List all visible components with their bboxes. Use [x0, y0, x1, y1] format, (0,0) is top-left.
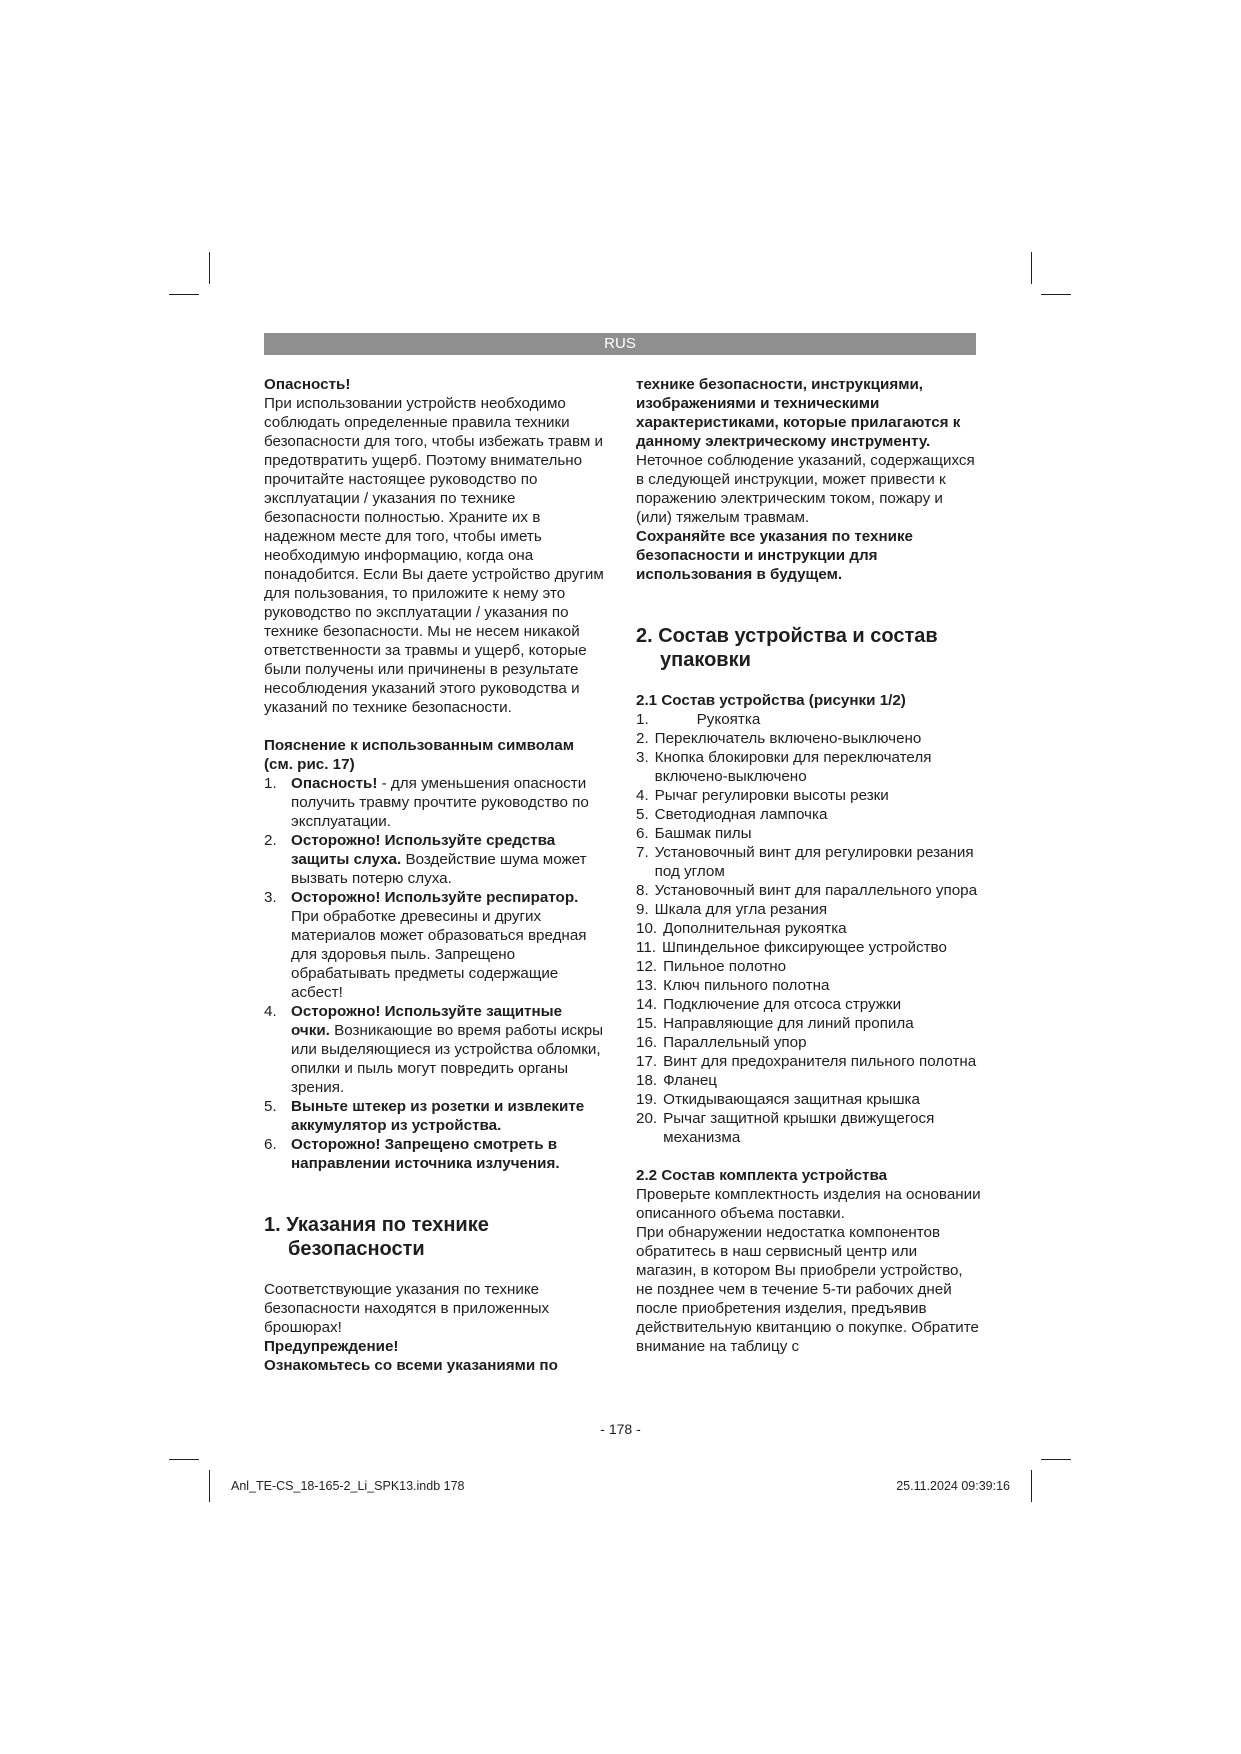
section-1-title: 1. Указания по технике безопасности — [264, 1214, 489, 1260]
part-label: Светодиодная лампочка — [654, 806, 828, 823]
subsection-2-2-title: 2.2 Состав комплекта устройства — [636, 1167, 888, 1184]
symbol-regular-text: Возникающие во время работы искры или выделяющиеся из устройства обломки, опилки и пыль могут повредить органы зрения. — [291, 1022, 604, 1096]
part-label: Фланец — [663, 1072, 718, 1089]
danger-text: При использовании устройств необходимо соблюдать определенные правила техники безопасности для того, чтобы избежать травм и предотвратить ущерб. Поэтому внимательно прочитайте настоящее руководство по эксплуатации / указания по технике безопасности полностью. Храните их в надежном месте для того, чтобы иметь необходимую информацию, когда она понадобится. Если Вы даете устройство другим для пользования, то приложите к нему это руководство по эксплуатации / указания по технике безопасности. Мы не несем никакой ответственности за травмы и ущерб, которые были получены или причинены в результате несоблюдения указаний этого руководства и указаний по технике безопасности. — [264, 395, 604, 716]
part-item — [636, 729, 981, 748]
symbol-item — [264, 1002, 604, 1097]
part-label: Винт для предохранителя пильного полотна — [663, 1053, 977, 1070]
symbol-text — [291, 774, 604, 831]
part-item — [636, 824, 981, 843]
symbol-item — [264, 831, 604, 888]
part-item — [636, 1033, 981, 1052]
symbols-title: Пояснение к использованным символам (см. рис. 17) — [264, 737, 574, 773]
symbol-text — [291, 888, 604, 1002]
subsection-2-2-text-2: При обнаружении недостатка компонентов обратитесь в наш сервисный центр или магазин, в котором Вы приобрели устройство, не позднее чем в течение 5-ти рабочих дней после приобретения изделия, предъявив действительную квитанцию о покупке. Обратите внимание на таблицу с — [636, 1224, 980, 1355]
crop-mark-br-h — [1041, 1459, 1071, 1460]
part-label: Ключ пильного полотна — [663, 977, 830, 994]
symbol-bold-text: Осторожно! Используйте защитные очки. — [291, 1003, 563, 1039]
part-number: 12. — [636, 958, 658, 975]
part-label: Установочный винт для регулировки резания под углом — [654, 844, 974, 880]
part-number: 5. — [636, 806, 649, 823]
symbol-text — [291, 1002, 604, 1097]
part-number: 1. — [636, 711, 649, 728]
crop-mark-tr-h — [1041, 294, 1071, 295]
continued-text: Неточное соблюдение указаний, содержащихся в следующей инструкции, может привести к поражению электрическим током, пожару и (или) тяжелым травмам. — [636, 452, 975, 526]
part-item — [636, 1014, 981, 1033]
part-item — [636, 919, 981, 938]
part-number: 4. — [636, 787, 649, 804]
part-number: 15. — [636, 1015, 658, 1032]
symbols-list — [264, 774, 604, 1173]
danger-title: Опасность! — [264, 376, 351, 393]
crop-mark-tr-v — [1031, 252, 1032, 284]
crop-mark-br-v — [1031, 1470, 1032, 1502]
symbol-bold-text: Осторожно! Используйте респиратор. — [291, 889, 579, 906]
subsection-2-1-title: 2.1 Состав устройства (рисунки 1/2) — [636, 692, 906, 709]
symbol-text — [291, 1135, 604, 1173]
part-number: 20. — [636, 1110, 658, 1127]
part-label: Направляющие для линий пропила — [663, 1015, 914, 1032]
part-number: 11. — [636, 939, 656, 956]
part-item — [636, 1090, 981, 1109]
part-number: 14. — [636, 996, 658, 1013]
part-label: Параллельный упор — [663, 1034, 807, 1051]
symbol-text — [291, 831, 604, 888]
part-item — [636, 805, 981, 824]
part-number: 19. — [636, 1091, 658, 1108]
part-item — [636, 1071, 981, 1090]
part-label: Шпиндельное фиксирующее устройство — [662, 939, 947, 956]
keep-instructions-text: Сохраняйте все указания по технике безопасности и инструкции для использования в будущем. — [636, 528, 914, 583]
part-label: Дополнительная рукоятка — [663, 920, 847, 937]
crop-mark-tl-v — [209, 252, 210, 284]
part-label: Кнопка блокировки для переключателя включено-выключено — [654, 749, 932, 785]
section-1-text: Соответствующие указания по технике безопасности находятся в приложенных брошюрах! — [264, 1281, 550, 1336]
symbol-regular-text: Воздействие шума может вызвать потерю слуха. — [291, 851, 587, 887]
part-label: Рычаг защитной крышки движущегося механизма — [663, 1110, 935, 1146]
part-number: 2. — [636, 730, 649, 747]
part-label: Откидывающаяся защитная крышка — [663, 1091, 920, 1108]
part-label: Установочный винт для параллельного упора — [654, 882, 978, 899]
left-column — [264, 375, 604, 1375]
warning-title: Предупреждение! — [264, 1338, 399, 1355]
part-item — [636, 843, 981, 881]
part-label: Подключение для отсоса стружки — [663, 996, 902, 1013]
part-item — [636, 1109, 981, 1147]
part-label: Рычаг регулировки высоты резки — [654, 787, 889, 804]
part-label: Рукоятка — [696, 711, 761, 728]
part-item — [636, 995, 981, 1014]
part-label: Шкала для угла резания — [654, 901, 828, 918]
symbol-number: 3. — [264, 889, 277, 906]
part-number: 6. — [636, 825, 649, 842]
part-label: Пильное полотно — [663, 958, 787, 975]
footer-file-info: Anl_TE-CS_18-165-2_Li_SPK13.indb 178 — [231, 1479, 465, 1493]
symbol-bold-text: Опасность! — [291, 775, 378, 792]
symbol-number: 5. — [264, 1098, 277, 1115]
part-number: 13. — [636, 977, 658, 994]
part-item — [636, 957, 981, 976]
part-item — [636, 786, 981, 805]
subsection-2-2-text-1: Проверьте комплектность изделия на основании описанного объема поставки. — [636, 1186, 981, 1222]
symbol-text — [291, 1097, 604, 1135]
part-number: 16. — [636, 1034, 658, 1051]
section-2-title: 2. Состав устройства и состав упаковки — [636, 625, 938, 671]
part-number: 18. — [636, 1072, 658, 1089]
continued-bold-text: технике безопасности, инструкциями, изображениями и техническими характеристиками, которые прилагаются к данному электрическому инструменту. — [636, 376, 961, 450]
symbol-number: 6. — [264, 1136, 277, 1153]
part-item — [636, 748, 981, 786]
part-label: Башмак пилы — [654, 825, 752, 842]
part-number: 17. — [636, 1053, 658, 1070]
symbol-bold-text: Осторожно! Запрещено смотреть в направлении источника излучения. — [291, 1136, 560, 1172]
footer-date: 25.11.2024 09:39:16 — [896, 1479, 1010, 1493]
part-item — [636, 1052, 981, 1071]
part-number: 9. — [636, 901, 649, 918]
symbol-bold-text: Выньте штекер из розетки и извлеките аккумулятор из устройства. — [291, 1098, 585, 1134]
symbol-item — [264, 888, 604, 1002]
part-number: 8. — [636, 882, 649, 899]
symbol-number: 4. — [264, 1003, 277, 1020]
part-item — [636, 881, 981, 900]
language-header-bar: RUS — [264, 333, 976, 355]
symbol-item — [264, 1135, 604, 1173]
symbol-bold-text: Осторожно! Используйте средства защиты слуха. — [291, 832, 556, 868]
right-column — [636, 375, 981, 1356]
symbol-item — [264, 1097, 604, 1135]
part-item — [636, 900, 981, 919]
symbol-number: 1. — [264, 775, 277, 792]
part-item — [636, 710, 981, 729]
crop-mark-tl-h — [169, 294, 199, 295]
part-number: 10. — [636, 920, 658, 937]
symbol-regular-text: При обработке древесины и других материалов может образоваться вредная для здоровья пыль. Запрещено обрабатывать предметы содержащие асбест! — [291, 908, 587, 1001]
part-number: 7. — [636, 844, 649, 861]
crop-mark-bl-h — [169, 1459, 199, 1460]
symbol-number: 2. — [264, 832, 277, 849]
page-number: - 178 - — [600, 1421, 641, 1437]
symbol-regular-text: - для уменьшения опасности получить травму прочтите руководство по эксплуатации. — [291, 775, 589, 830]
crop-mark-bl-v — [209, 1470, 210, 1502]
part-item — [636, 938, 981, 957]
symbol-item — [264, 774, 604, 831]
part-item — [636, 976, 981, 995]
parts-list — [636, 710, 981, 1147]
part-label: Переключатель включено-выключено — [654, 730, 922, 747]
part-number: 3. — [636, 749, 649, 766]
warning-text: Ознакомьтесь со всеми указаниями по — [264, 1357, 558, 1374]
